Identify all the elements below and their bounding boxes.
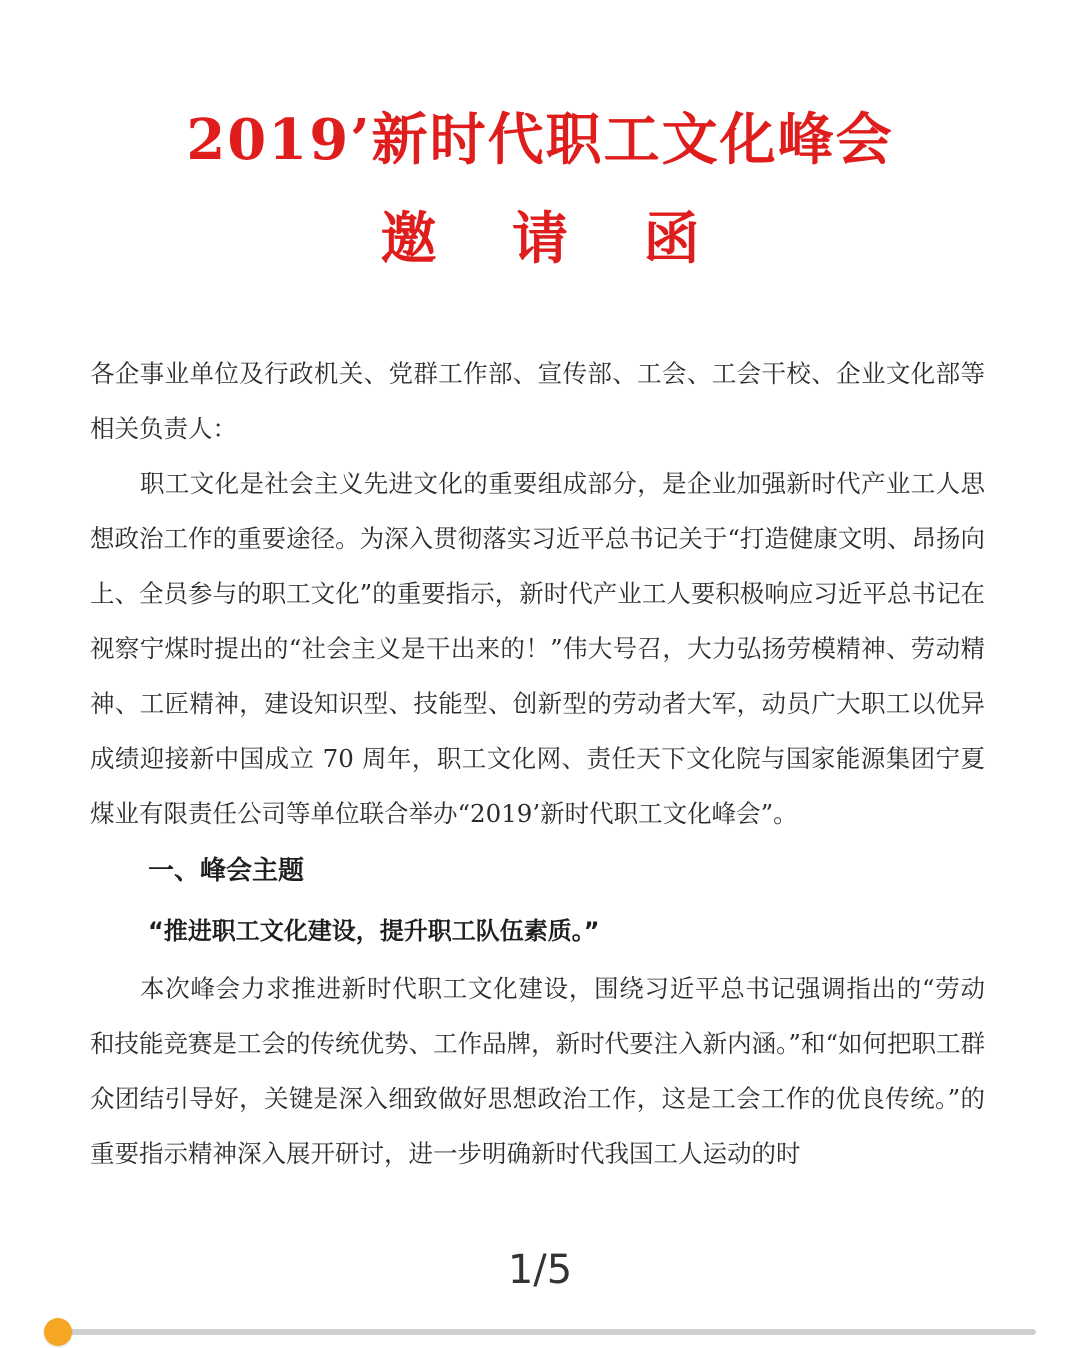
document-title: 2019’新时代职工文化峰会 — [186, 107, 894, 173]
slider-track[interactable] — [44, 1329, 1036, 1335]
document-body — [90, 346, 985, 1181]
document-subtitle: 邀 请 函 — [380, 207, 728, 272]
paragraph-intro: 职工文化是社会主义先进文化的重要组成部分，是企业加强新时代产业工人思想政治工作的重要途径。为深入贯彻落实习近平总书记关于“打造健康文明、昂扬向上、全员参与的职工文化”的重要指示，新时代产业工人要积极响应习近平总书记在视察宁煤时提出的“社会主义是干出来的！”伟大号召，大力弘扬劳模精神、劳动精神、工匠精神，建设知识型、技能型、创新型的劳动者大军，动员广大职工以优异成绩迎接新中国成立 70 周年，职工文化网、责任天下文化院与国家能源集团宁夏煤业有限责任公司等单位联合举办“2019’新时代职工文化峰会”。 — [90, 469, 985, 828]
salutation: 各企事业单位及行政机关、党群工作部、宣传部、工会、工会干校、企业文化部等相关负责人： — [90, 359, 985, 443]
paragraph-theme-detail: 本次峰会力求推进新时代职工文化建设，围绕习近平总书记强调指出的“劳动和技能竞赛是工会的传统优势、工作品牌，新时代要注入新内涵。”和“如何把职工群众团结引导好，关键是深入细致做好思想政治工作，这是工会工作的优良传统。”的重要指示精神深入展开研讨，进一步明确新时代我国工人运动的时 — [90, 974, 985, 1168]
section-heading: 一、峰会主题 — [148, 856, 305, 886]
section-theme: “推进职工文化建设，提升职工队伍素质。” — [148, 917, 600, 945]
slider-thumb[interactable] — [44, 1318, 72, 1346]
page-indicator: 1/5 — [507, 1247, 573, 1293]
page-slider[interactable] — [44, 1318, 1036, 1346]
